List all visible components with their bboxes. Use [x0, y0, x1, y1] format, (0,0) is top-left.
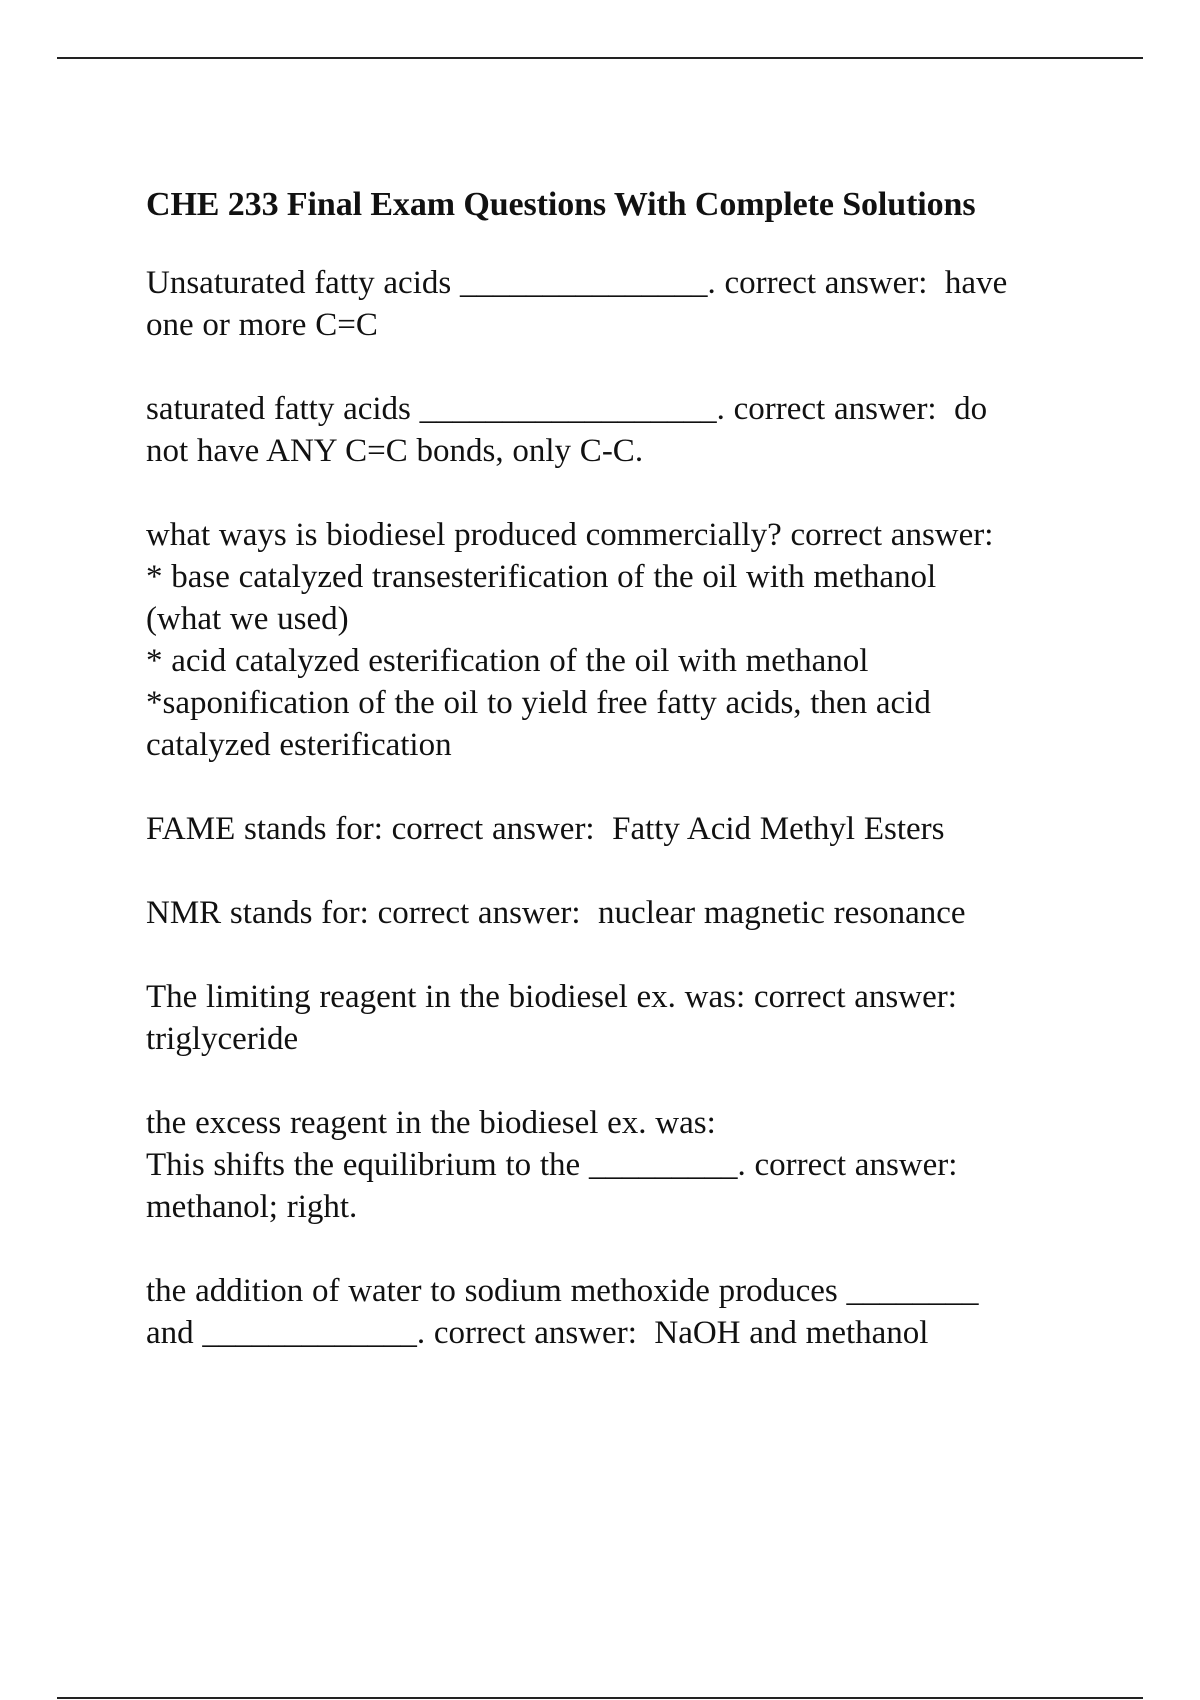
qa-line: FAME stands for: correct answer: Fatty Acid Methyl Esters [146, 811, 945, 847]
qa-line: one or more C=C [146, 307, 378, 343]
qa-saturated-fatty-acids [146, 388, 1086, 472]
qa-line: This shifts the equilibrium to the _________. correct answer: [146, 1147, 958, 1183]
qa-line: what ways is biodiesel produced commercially? correct answer: [146, 517, 994, 553]
qa-line: not have ANY C=C bonds, only C-C. [146, 433, 644, 469]
qa-biodiesel-production [146, 514, 1086, 766]
qa-water-sodium-methoxide [146, 1270, 1086, 1354]
qa-excess-reagent [146, 1102, 1086, 1228]
qa-line: the excess reagent in the biodiesel ex. was: [146, 1105, 716, 1141]
qa-line: * base catalyzed transesterification of the oil with methanol [146, 559, 937, 595]
qa-line: * acid catalyzed esterification of the oil with methanol [146, 643, 869, 679]
document-body [146, 184, 1086, 1396]
qa-line: methanol; right. [146, 1189, 358, 1225]
qa-line: triglyceride [146, 1021, 299, 1057]
qa-line: *saponification of the oil to yield free fatty acids, then acid [146, 685, 931, 721]
qa-line: NMR stands for: correct answer: nuclear magnetic resonance [146, 895, 966, 931]
qa-limiting-reagent [146, 976, 1086, 1060]
qa-line: catalyzed esterification [146, 727, 452, 763]
qa-line: (what we used) [146, 601, 349, 637]
bottom-divider [57, 1697, 1143, 1699]
document-title: CHE 233 Final Exam Questions With Complete Solutions [146, 186, 976, 223]
qa-line: and _____________. correct answer: NaOH and methanol [146, 1315, 929, 1351]
qa-line: the addition of water to sodium methoxide produces ________ [146, 1273, 979, 1309]
qa-line: The limiting reagent in the biodiesel ex. was: correct answer: [146, 979, 957, 1015]
qa-line: Unsaturated fatty acids _______________. correct answer: have [146, 265, 1008, 301]
qa-line: saturated fatty acids __________________. correct answer: do [146, 391, 988, 427]
qa-fame [146, 808, 1086, 850]
top-divider [57, 57, 1143, 59]
qa-nmr [146, 892, 1086, 934]
qa-unsaturated-fatty-acids [146, 262, 1086, 346]
